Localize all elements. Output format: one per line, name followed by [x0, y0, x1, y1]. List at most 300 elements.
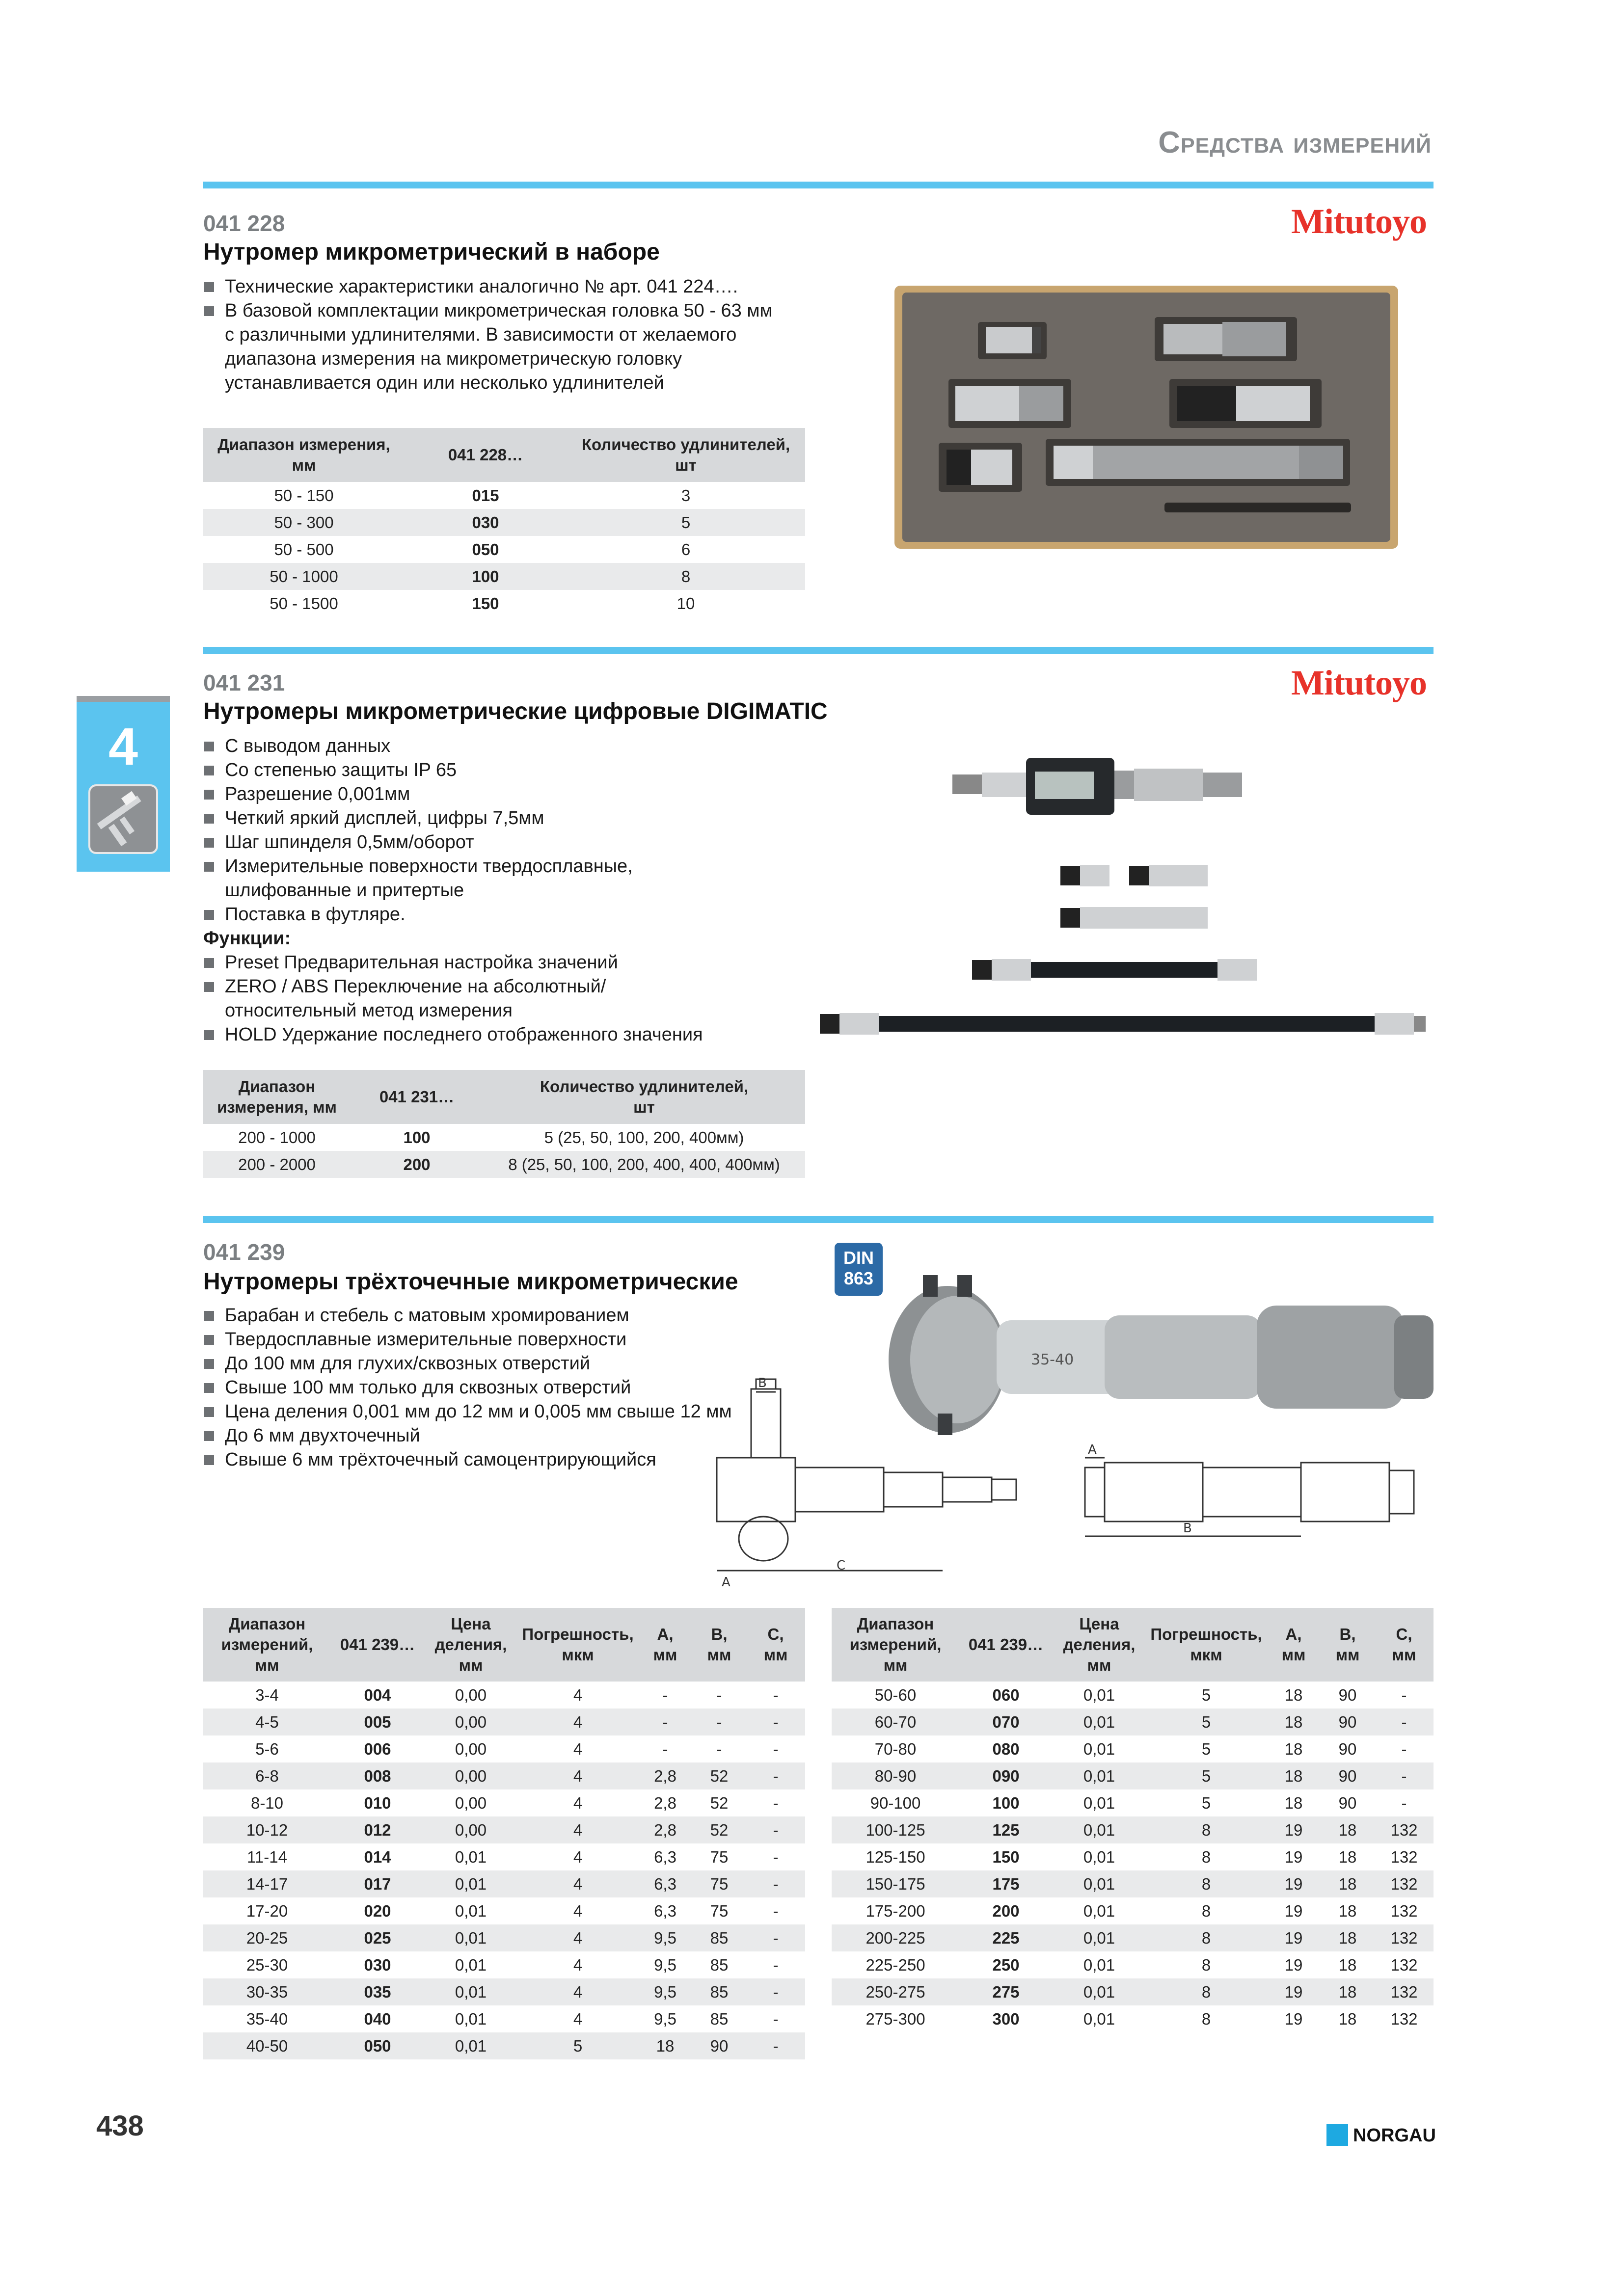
cell-division: 0,01 [455, 1901, 487, 1920]
cell-c: - [773, 1955, 779, 1974]
cell-b: 18 [1321, 1978, 1375, 2005]
product-range-label: 35-40 [1031, 1351, 1074, 1368]
cell-a: 18 [1267, 1762, 1321, 1789]
col-header-b: B, мм [692, 1608, 746, 1682]
cell-error: 5 [1201, 1739, 1211, 1758]
cell-range: 80-90 [832, 1762, 959, 1789]
cell-code: 150 [992, 1847, 1020, 1866]
table-row [832, 1843, 1434, 1870]
col-header-code: 041 228… [405, 428, 567, 482]
cell-c: - [1375, 1709, 1434, 1735]
dimension-drawing-left [707, 1374, 1060, 1593]
cell-a: 19 [1284, 2009, 1303, 2028]
cell-error: 8 [1146, 1978, 1267, 2005]
col-header-division: Цена деления, мм [424, 1608, 517, 1682]
cell-b: 90 [1338, 1685, 1357, 1704]
table-row [203, 1735, 805, 1762]
cell-range: 10-12 [203, 1816, 331, 1843]
section2-title: Нутромеры микрометрические цифровые DIGIMATIC [203, 698, 828, 724]
dimension-label-b: B [758, 1376, 767, 1390]
functions-heading: Функции: [203, 928, 291, 949]
cell-extensions: 8 (25, 50, 100, 200, 400, 400, 400мм) [483, 1151, 805, 1178]
cell-range: 20-25 [203, 1924, 331, 1951]
cell-error: 8 [1201, 1847, 1211, 1866]
cell-code: 035 [331, 1978, 424, 2005]
cell-division: 0,01 [455, 1847, 487, 1866]
bullet: Со степенью защиты IP 65 [203, 758, 832, 782]
cell-b: 75 [710, 1847, 729, 1866]
bullet: Технические характеристики аналогично № арт. 041 224…. [203, 275, 832, 299]
section1-table [203, 428, 805, 617]
cell-c: - [1401, 1685, 1407, 1704]
cell-a: 19 [1267, 1924, 1321, 1951]
cell-code: 225 [959, 1924, 1053, 1951]
cell-a: 6,3 [654, 1901, 676, 1920]
mitutoyo-logo: Mitutoyo [1291, 202, 1427, 241]
bullet-continuation: диапазона измерения на микрометрическую головку [225, 348, 682, 369]
cell-division: 0,01 [1083, 1955, 1115, 1974]
dimension-label-a: A [722, 1575, 730, 1590]
cell-range: 70-80 [874, 1739, 917, 1758]
cell-division: 0,00 [424, 1762, 517, 1789]
norgau-logo-square [1326, 2124, 1348, 2146]
cell-code: 030 [405, 509, 567, 536]
cell-code: 090 [959, 1762, 1053, 1789]
cell-code: 004 [364, 1685, 391, 1704]
cell-code: 080 [992, 1739, 1020, 1758]
cell-range: 250-275 [832, 1978, 959, 2005]
table-row [203, 563, 805, 590]
cell-error: 4 [517, 1870, 638, 1897]
micrometer-case-photo [894, 286, 1398, 551]
col-header-a: A, мм [638, 1608, 692, 1682]
table-row [203, 2005, 805, 2032]
cell-code: 040 [364, 2009, 391, 2028]
cell-c: 132 [1390, 1955, 1418, 1974]
cell-a: 18 [1284, 1685, 1303, 1704]
col-header-a: A, мм [1267, 1608, 1321, 1682]
cell-division: 0,00 [424, 1816, 517, 1843]
table-row [203, 2032, 805, 2059]
table-row [203, 590, 805, 617]
cell-extensions: 10 [676, 594, 695, 613]
cell-code: 200 [992, 1901, 1020, 1920]
cell-b: 75 [692, 1870, 746, 1897]
cell-b: 85 [692, 1978, 746, 2005]
cell-error: 5 [1201, 1685, 1211, 1704]
cell-code: 175 [959, 1870, 1053, 1897]
cell-range: 150-175 [832, 1870, 959, 1897]
bullet: В базовой комплектации микрометрическая головка 50 - 63 мм [203, 299, 832, 323]
col-header-code: 041 239… [331, 1608, 424, 1682]
cell-range: 4-5 [203, 1709, 331, 1735]
cell-extensions: 8 [567, 563, 805, 590]
cell-range: 11-14 [247, 1847, 287, 1866]
bullet: HOLD Удержание последнего отображенного значения [203, 1023, 832, 1047]
cell-range: 35-40 [246, 2009, 288, 2028]
cell-b: - [692, 1709, 746, 1735]
cell-c: - [773, 1847, 779, 1866]
dimension-label-a: A [1088, 1443, 1097, 1457]
cell-c: 132 [1390, 2009, 1418, 2028]
dimension-drawing-right [1080, 1443, 1434, 1553]
cell-code: 050 [472, 540, 499, 559]
cell-division: 0,01 [1083, 1793, 1115, 1812]
section3-bullets [203, 1304, 743, 1472]
cell-a: 19 [1284, 1955, 1303, 1974]
bullet: Свыше 6 мм трёхточечный самоцентрирующийся [203, 1448, 743, 1472]
cell-code: 275 [959, 1978, 1053, 2005]
cell-error: 5 [1201, 1793, 1211, 1812]
cell-range: 30-35 [203, 1978, 331, 2005]
cell-c: 132 [1375, 1978, 1434, 2005]
table-row [832, 1816, 1434, 1843]
cell-code: 070 [959, 1709, 1053, 1735]
cell-c: - [773, 1685, 779, 1704]
cell-range: 200-225 [832, 1924, 959, 1951]
cell-c: - [773, 2009, 779, 2028]
table-row [832, 1897, 1434, 1924]
section2-code: 041 231 [203, 670, 285, 695]
cell-code: 005 [331, 1709, 424, 1735]
cell-a: 19 [1267, 1870, 1321, 1897]
col-header-range: Диапазон измерений, мм [832, 1608, 959, 1682]
cell-c: - [746, 1762, 805, 1789]
cell-code: 012 [331, 1816, 424, 1843]
table-row [203, 1870, 805, 1897]
col-header-code: 041 231… [351, 1070, 483, 1124]
norgau-logo-text: NORGAU [1353, 2125, 1436, 2146]
table-row [203, 536, 805, 563]
table-row [832, 1978, 1434, 2005]
cell-range: 6-8 [203, 1762, 331, 1789]
cell-range: 50 - 300 [203, 509, 405, 536]
cell-a: 19 [1284, 1901, 1303, 1920]
cell-range: 60-70 [832, 1709, 959, 1735]
col-header-range: Диапазон измерений, мм [203, 1608, 331, 1682]
cell-code: 100 [403, 1128, 431, 1147]
cell-a: 2,8 [638, 1762, 692, 1789]
cell-division: 0,01 [455, 2009, 487, 2028]
caliper-icon [88, 784, 158, 854]
bullet: ZERO / ABS Переключение на абсолютный/ [203, 975, 832, 999]
col-header-range: Диапазон измерения, мм [203, 1070, 351, 1124]
cell-division: 0,00 [455, 1793, 487, 1812]
cell-error: 5 [1146, 1762, 1267, 1789]
cell-range: 40-50 [203, 2032, 331, 2059]
cell-b: 75 [710, 1901, 729, 1920]
page-header-title: Средства измерений [1158, 126, 1432, 160]
cell-error: 4 [573, 1901, 583, 1920]
cell-c: - [746, 1870, 805, 1897]
cell-b: 52 [692, 1816, 746, 1843]
cell-b: 90 [1321, 1762, 1375, 1789]
cell-c: - [773, 1901, 779, 1920]
cell-division: 0,01 [1053, 1978, 1146, 2005]
cell-error: 4 [517, 1709, 638, 1735]
cell-error: 4 [573, 1685, 583, 1704]
dimension-label-b: B [1183, 1521, 1192, 1536]
table-row [832, 1951, 1434, 1978]
cell-range: 125-150 [866, 1847, 925, 1866]
cell-b: 90 [1338, 1793, 1357, 1812]
cell-range: 25-30 [246, 1955, 288, 1974]
bullet: Шаг шпинделя 0,5мм/оборот [203, 830, 832, 854]
cell-code: 100 [992, 1793, 1020, 1812]
cell-division: 0,00 [455, 1739, 487, 1758]
cell-a: 9,5 [654, 1955, 676, 1974]
cell-division: 0,01 [1083, 1739, 1115, 1758]
cell-division: 0,01 [1053, 1924, 1146, 1951]
bullet: До 100 мм для глухих/сквозных отверстий [203, 1352, 743, 1376]
din-badge [835, 1243, 883, 1296]
bullet: Поставка в футляре. [203, 903, 832, 927]
cell-error: 8 [1201, 2009, 1211, 2028]
cell-error: 4 [517, 1924, 638, 1951]
cell-range: 50 - 500 [274, 540, 334, 559]
cell-division: 0,01 [1053, 1709, 1146, 1735]
cell-a: 9,5 [654, 2009, 676, 2028]
cell-range: 5-6 [255, 1739, 279, 1758]
table-row [203, 1789, 805, 1816]
cell-b: 18 [1338, 1847, 1357, 1866]
cell-error: 4 [573, 2009, 583, 2028]
cell-c: - [1401, 1739, 1407, 1758]
col-header-range: Диапазон измерения, мм [203, 428, 405, 482]
section1-title: Нутромер микрометрический в наборе [203, 239, 660, 265]
table-row [832, 1789, 1434, 1816]
table-row [832, 1870, 1434, 1897]
cell-division: 0,01 [1053, 1816, 1146, 1843]
cell-c: 132 [1390, 1901, 1418, 1920]
cell-range: 90-100 [870, 1793, 921, 1812]
table-row [203, 1843, 805, 1870]
cell-c: - [746, 1924, 805, 1951]
col-header-b: B, мм [1321, 1608, 1375, 1682]
table-row [832, 1735, 1434, 1762]
bullet-continuation: шлифованные и притертые [225, 880, 464, 901]
section3-code: 041 239 [203, 1239, 285, 1265]
cell-division: 0,01 [1083, 1847, 1115, 1866]
table-row [832, 2005, 1434, 2032]
cell-code: 025 [331, 1924, 424, 1951]
cell-code: 200 [351, 1151, 483, 1178]
cell-code: 100 [405, 563, 567, 590]
cell-b: 18 [1321, 1924, 1375, 1951]
cell-division: 0,01 [1053, 1870, 1146, 1897]
cell-code: 060 [992, 1685, 1020, 1704]
cell-division: 0,01 [1083, 1901, 1115, 1920]
bullet-continuation: относительный метод измерения [225, 1000, 513, 1021]
table-row [203, 1762, 805, 1789]
cell-b: 18 [1321, 1870, 1375, 1897]
section2-bullets [203, 734, 832, 1047]
col-header-error: Погрешность, мкм [517, 1608, 638, 1682]
cell-range: 50 - 150 [274, 486, 334, 505]
bullet-continuation: устанавливается один или несколько удлинителей [225, 373, 664, 393]
cell-error: 5 [1146, 1709, 1267, 1735]
cell-a: 18 [1284, 1739, 1303, 1758]
cell-c: 132 [1375, 1816, 1434, 1843]
cell-c: - [1375, 1762, 1434, 1789]
col-header-c: C, мм [746, 1608, 805, 1682]
cell-division: 0,00 [455, 1685, 487, 1704]
cell-code: 050 [331, 2032, 424, 2059]
cell-error: 4 [573, 1793, 583, 1812]
cell-range: 50 - 1000 [203, 563, 405, 590]
cell-a: 9,5 [638, 1924, 692, 1951]
section3-table-left [203, 1608, 805, 2059]
section-divider [203, 182, 1434, 188]
cell-b: 90 [1338, 1739, 1357, 1758]
cell-division: 0,00 [424, 1709, 517, 1735]
chapter-number: 4 [108, 717, 138, 776]
cell-extensions: 6 [681, 540, 691, 559]
bullet: С выводом данных [203, 734, 832, 758]
col-header-extensions: Количество удлинителей, шт [483, 1070, 805, 1124]
chapter-tab-bar [77, 696, 170, 702]
cell-division: 0,01 [424, 1978, 517, 2005]
cell-b: 90 [1321, 1709, 1375, 1735]
cell-c: 132 [1390, 1847, 1418, 1866]
bullet: Четкий яркий дисплей, цифры 7,5мм [203, 806, 832, 830]
cell-b: 52 [692, 1762, 746, 1789]
cell-range: 200 - 1000 [238, 1128, 316, 1147]
cell-b: 85 [710, 1955, 729, 1974]
cell-error: 4 [517, 1978, 638, 2005]
cell-extensions: 3 [681, 486, 691, 505]
cell-range: 14-17 [203, 1870, 331, 1897]
bullet: Измерительные поверхности твердосплавные, [203, 854, 832, 879]
cell-a: - [638, 1709, 692, 1735]
cell-a: 2,8 [638, 1816, 692, 1843]
page-number: 438 [96, 2110, 144, 2142]
bullet-continuation: с различными удлинителями. В зависимости от желаемого [225, 324, 737, 345]
cell-error: 8 [1146, 1870, 1267, 1897]
table-row [203, 1124, 805, 1151]
table-row [203, 1816, 805, 1843]
section3-title: Нутромеры трёхточечные микрометрические [203, 1269, 738, 1295]
cell-code: 006 [364, 1739, 391, 1758]
cell-a: 18 [1284, 1793, 1303, 1812]
cell-extensions: 5 (25, 50, 100, 200, 400мм) [544, 1128, 744, 1147]
table-row [203, 1897, 805, 1924]
section-divider [203, 647, 1434, 654]
col-header-extensions: Количество удлинителей, шт [567, 428, 805, 482]
cell-code: 030 [364, 1955, 391, 1974]
cell-c: 132 [1375, 1924, 1434, 1951]
cell-c: - [746, 1709, 805, 1735]
cell-a: - [662, 1739, 668, 1758]
cell-c: 132 [1375, 1870, 1434, 1897]
cell-range: 50-60 [874, 1685, 917, 1704]
cell-error: 4 [517, 1762, 638, 1789]
section-divider [203, 1216, 1434, 1223]
bullet: Свыше 100 мм только для сквозных отверстий [203, 1376, 743, 1400]
table-row [832, 1709, 1434, 1735]
din-badge-label: DIN [843, 1248, 874, 1268]
cell-error: 4 [573, 1847, 583, 1866]
cell-code: 020 [364, 1901, 391, 1920]
cell-code: 250 [992, 1955, 1020, 1974]
cell-a: 19 [1267, 1978, 1321, 2005]
bullet: До 6 мм двухточечный [203, 1424, 743, 1448]
table-row [203, 1978, 805, 2005]
cell-code: 017 [331, 1870, 424, 1897]
cell-a: - [662, 1685, 668, 1704]
table-row [832, 1924, 1434, 1951]
cell-a: 19 [1284, 1847, 1303, 1866]
cell-error: 4 [573, 1955, 583, 1974]
cell-c: - [746, 1816, 805, 1843]
table-row [203, 1924, 805, 1951]
cell-c: - [773, 1793, 779, 1812]
cell-division: 0,01 [1083, 1685, 1115, 1704]
cell-b: 18 [1338, 1955, 1357, 1974]
chapter-tab[interactable] [77, 696, 170, 872]
cell-code: 150 [472, 594, 499, 613]
cell-range: 275-300 [866, 2009, 925, 2028]
cell-c: - [1401, 1793, 1407, 1812]
cell-a: 6,3 [638, 1870, 692, 1897]
section1-code: 041 228 [203, 211, 285, 236]
digimatic-set-photo [815, 751, 1443, 1058]
cell-range: 50 - 1500 [270, 594, 338, 613]
section2-table [203, 1070, 805, 1178]
table-row [203, 1709, 805, 1735]
bullet: Твердосплавные измерительные поверхности [203, 1328, 743, 1352]
cell-code: 014 [364, 1847, 391, 1866]
din-badge-number: 863 [843, 1268, 874, 1288]
cell-division: 0,01 [424, 2032, 517, 2059]
table-row [203, 1682, 805, 1709]
cell-error: 8 [1201, 1955, 1211, 1974]
cell-c: - [746, 2032, 805, 2059]
cell-b: 85 [710, 2009, 729, 2028]
cell-range: 8-10 [250, 1793, 284, 1812]
cell-c: - [746, 1978, 805, 2005]
cell-range: 17-20 [246, 1901, 288, 1920]
mitutoyo-logo: Mitutoyo [1291, 663, 1427, 702]
cell-a: 6,3 [654, 1847, 676, 1866]
cell-code: 010 [364, 1793, 391, 1812]
section1-bullets [203, 275, 832, 395]
bullet: Разрешение 0,001мм [203, 782, 832, 806]
cell-error: 4 [517, 1816, 638, 1843]
cell-error: 8 [1146, 1816, 1267, 1843]
cell-code: 300 [992, 2009, 1020, 2028]
col-header-c: C, мм [1375, 1608, 1434, 1682]
cell-error: 8 [1201, 1901, 1211, 1920]
bullet: Барабан и стебель с матовым хромированием [203, 1304, 743, 1328]
bullet: Preset Предварительная настройка значений [203, 951, 832, 975]
cell-error: 4 [573, 1739, 583, 1758]
cell-division: 0,01 [424, 1924, 517, 1951]
table-row [832, 1762, 1434, 1789]
cell-c: - [773, 1739, 779, 1758]
cell-a: 18 [1267, 1709, 1321, 1735]
dimension-label-c: C [837, 1558, 846, 1573]
cell-error: 8 [1146, 1924, 1267, 1951]
cell-division: 0,01 [455, 1955, 487, 1974]
cell-code: 015 [472, 486, 499, 505]
col-header-division: Цена деления, мм [1053, 1608, 1146, 1682]
cell-b: 52 [710, 1793, 729, 1812]
cell-a: 2,8 [654, 1793, 676, 1812]
cell-b: 18 [1338, 2009, 1357, 2028]
cell-extensions: 5 [567, 509, 805, 536]
col-header-error: Погрешность, мкм [1146, 1608, 1267, 1682]
